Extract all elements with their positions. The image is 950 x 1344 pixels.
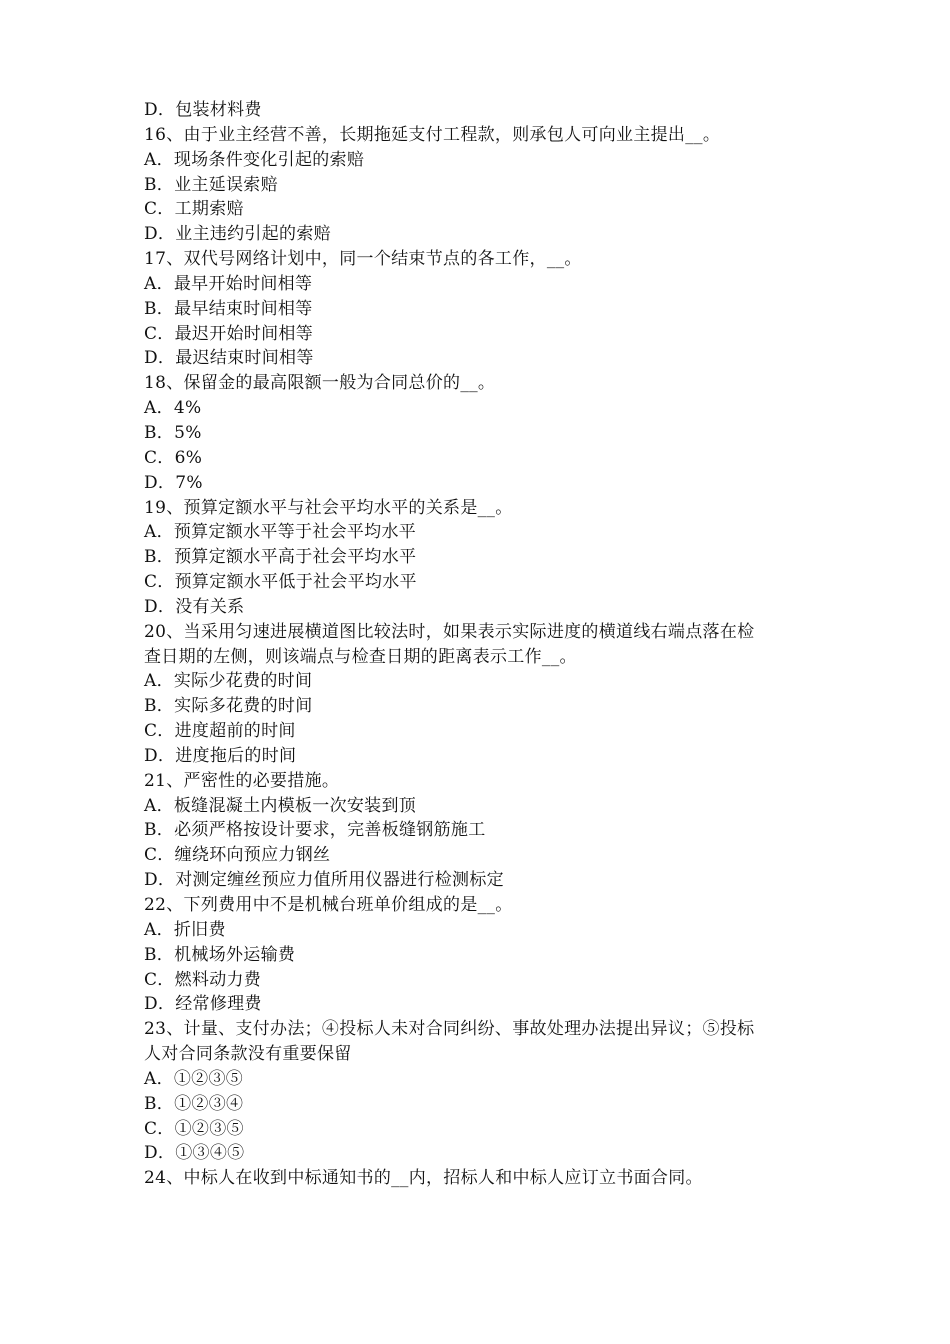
option-line: C．进度超前的时间 [144,721,296,742]
option-line: B．最早结束时间相等 [144,298,313,319]
option-line: B．业主延误索赔 [144,174,278,195]
option-line: D．没有关系 [144,596,245,617]
option-line: A．板缝混凝土内模板一次安装到顶 [144,795,417,816]
option-line: A．现场条件变化引起的索赔 [144,149,365,170]
document-body [144,98,824,1191]
option-line: D．7% [144,472,203,493]
option-line: D．最迟结束时间相等 [144,348,314,369]
option-line: B．5% [144,422,202,443]
option-line: A．实际少花费的时间 [144,671,313,692]
question-21: 21、严密性的必要措施。 [144,770,340,791]
option-line: A．最早开始时间相等 [144,273,313,294]
option-line: C．6% [144,447,203,468]
option-line: C．缠绕环向预应力钢丝 [144,845,331,866]
option-line: D．业主违约引起的索赔 [144,224,331,245]
question-22: 22、下列费用中不是机械台班单价组成的是__。 [144,895,513,915]
option-line: A．折旧费 [144,919,226,940]
option-line: C．最迟开始时间相等 [144,323,314,344]
question-24: 24、中标人在收到中标通知书的__内，招标人和中标人应订立书面合同。 [144,1168,703,1189]
option-line: B．①②③④ [144,1093,244,1114]
question-16: 16、由于业主经营不善，长期拖延支付工程款，则承包人可向业主提出__。 [144,124,721,145]
option-line: B．机械场外运输费 [144,944,296,965]
option-line: C．预算定额水平低于社会平均水平 [144,572,417,593]
option-line: B．预算定额水平高于社会平均水平 [144,547,417,568]
option-line: D．①③④⑤ [144,1143,245,1164]
option-line: A．预算定额水平等于社会平均水平 [144,522,417,543]
question-23: 23、计量、支付办法；④投标人未对合同纠纷、事故处理办法提出异议；⑤投标 [144,1019,755,1040]
question-20-continued: 查日期的左侧，则该端点与检查日期的距离表示工作__。 [144,646,577,667]
question-18: 18、保留金的最高限额一般为合同总价的__。 [144,373,496,394]
option-line: D．对测定缠丝预应力值所用仪器进行检测标定 [144,870,504,891]
option-line: D．进度拖后的时间 [144,745,297,766]
question-17: 17、双代号网络计划中，同一个结束节点的各工作，__。 [144,249,582,270]
option-line: B．必须严格按设计要求，完善板缝钢筋施工 [144,820,486,841]
option-line: C．燃料动力费 [144,969,262,990]
option-line: D．包装材料费 [144,100,262,120]
option-line: A．①②③⑤ [144,1068,244,1089]
question-20: 20、当采用匀速进展横道图比较法时，如果表示实际进度的横道线右端点落在检 [144,621,755,642]
option-line: C．工期索赔 [144,199,244,220]
option-line: C．①②③⑤ [144,1118,244,1139]
question-19: 19、预算定额水平与社会平均水平的关系是__。 [144,497,513,518]
question-23-continued: 人对合同条款没有重要保留 [144,1044,352,1065]
option-line: A．4% [144,398,202,419]
option-line: B．实际多花费的时间 [144,696,313,717]
option-line: D．经常修理费 [144,994,262,1015]
